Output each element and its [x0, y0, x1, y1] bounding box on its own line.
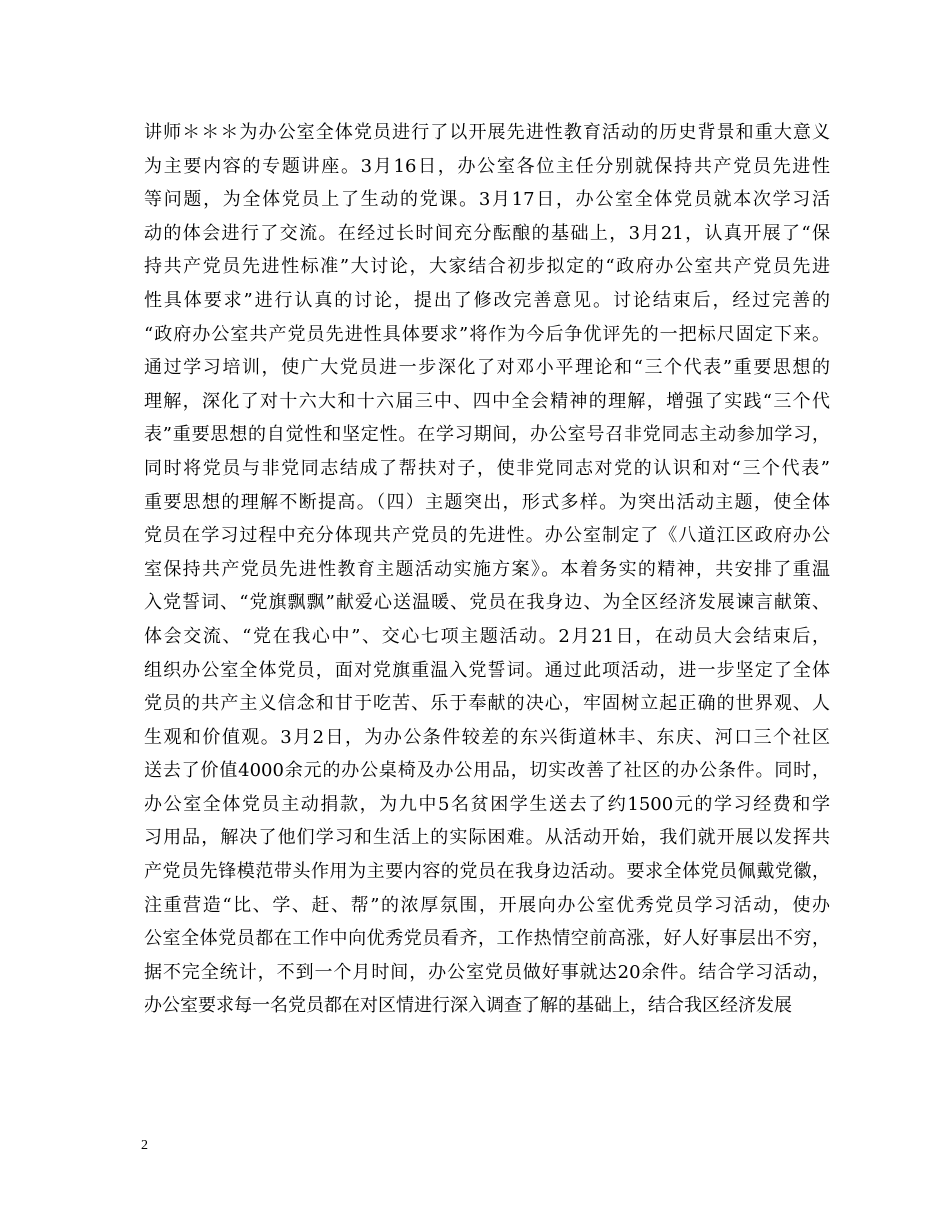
- text-line: 入党誓词、“党旗飘飘”献爱心送温暖、党员在我身边、为全区经济发展谏言献策、: [144, 592, 830, 614]
- text-line: 送去了价值4000余元的办公桌椅及办公用品，切实改善了社区的办公条件。同时，: [144, 760, 830, 782]
- page-number: 2: [141, 1138, 148, 1153]
- text-line: 党员在学习过程中充分体现共产党员的先进性。办公室制定了《八道江区政府办公: [144, 525, 830, 547]
- text-line: 产党员先锋模范带头作用为主要内容的党员在我身边活动。要求全体党员佩戴党徽，: [144, 861, 830, 883]
- text-line: 据不完全统计，不到一个月时间，办公室党员做好事就达20余件。结合学习活动，: [144, 961, 830, 983]
- text-line: 通过学习培训，使广大党员进一步深化了对邓小平理论和“三个代表”重要思想的: [144, 357, 830, 379]
- text-line: 为主要内容的专题讲座。3月16日，办公室各位主任分别就保持共产党员先进性: [144, 155, 830, 177]
- text-line: 等问题，为全体党员上了生动的党课。3月17日，办公室全体党员就本次学习活: [144, 189, 830, 211]
- text-line: 重要思想的理解不断提高。（四）主题突出，形式多样。为突出活动主题，使全体: [144, 491, 830, 513]
- text-line: 注重营造“比、学、赶、帮”的浓厚氛围，开展向办公室优秀党员学习活动，使办: [144, 894, 830, 916]
- text-line: 习用品，解决了他们学习和生活上的实际困难。从活动开始，我们就开展以发挥共: [144, 827, 830, 849]
- text-line: 体会交流、“党在我心中”、交心七项主题活动。2月21日，在动员大会结束后，: [144, 625, 830, 647]
- text-line: 室保持共产党员先进性教育主题活动实施方案》。本着务实的精神，共安排了重温: [144, 558, 830, 580]
- text-line: 持共产党员先进性标准”大讨论，大家结合初步拟定的“政府办公室共产党员先进: [144, 256, 830, 278]
- text-line: 公室全体党员都在工作中向优秀党员看齐，工作热情空前高涨，好人好事层出不穷，: [144, 928, 830, 950]
- text-line: 表”重要思想的自觉性和坚定性。在学习期间，办公室号召非党同志主动参加学习，: [144, 424, 830, 446]
- text-line: 办公室要求每一名党员都在对区情进行深入调查了解的基础上，结合我区经济发展: [144, 995, 792, 1017]
- text-line: 理解，深化了对十六大和十六届三中、四中全会精神的理解，增强了实践“三个代: [144, 390, 830, 412]
- text-line: “政府办公室共产党员先进性具体要求”将作为今后争优评先的一把标尺固定下来。: [144, 323, 830, 345]
- text-line: 生观和价值观。3月2日，为办公条件较差的东兴街道林丰、东庆、河口三个社区: [144, 726, 830, 748]
- text-line: 同时将党员与非党同志结成了帮扶对子，使非党同志对党的认识和对“三个代表”: [144, 457, 830, 479]
- text-line: 组织办公室全体党员，面对党旗重温入党誓词。通过此项活动，进一步坚定了全体: [144, 659, 830, 681]
- text-line: 讲师＊＊＊为办公室全体党员进行了以开展先进性教育活动的历史背景和重大意义: [144, 122, 830, 143]
- text-line: 党员的共产主义信念和甘于吃苦、乐于奉献的决心，牢固树立起正确的世界观、人: [144, 693, 830, 715]
- text-line: 动的体会进行了交流。在经过长时间充分酝酿的基础上，3月21，认真开展了“保: [144, 222, 830, 244]
- body-text: [144, 116, 830, 1023]
- text-line: 办公室全体党员主动捐款，为九中5名贫困学生送去了约1500元的学习经费和学: [144, 793, 830, 815]
- text-line: 性具体要求”进行认真的讨论，提出了修改完善意见。讨论结束后，经过完善的: [144, 289, 830, 311]
